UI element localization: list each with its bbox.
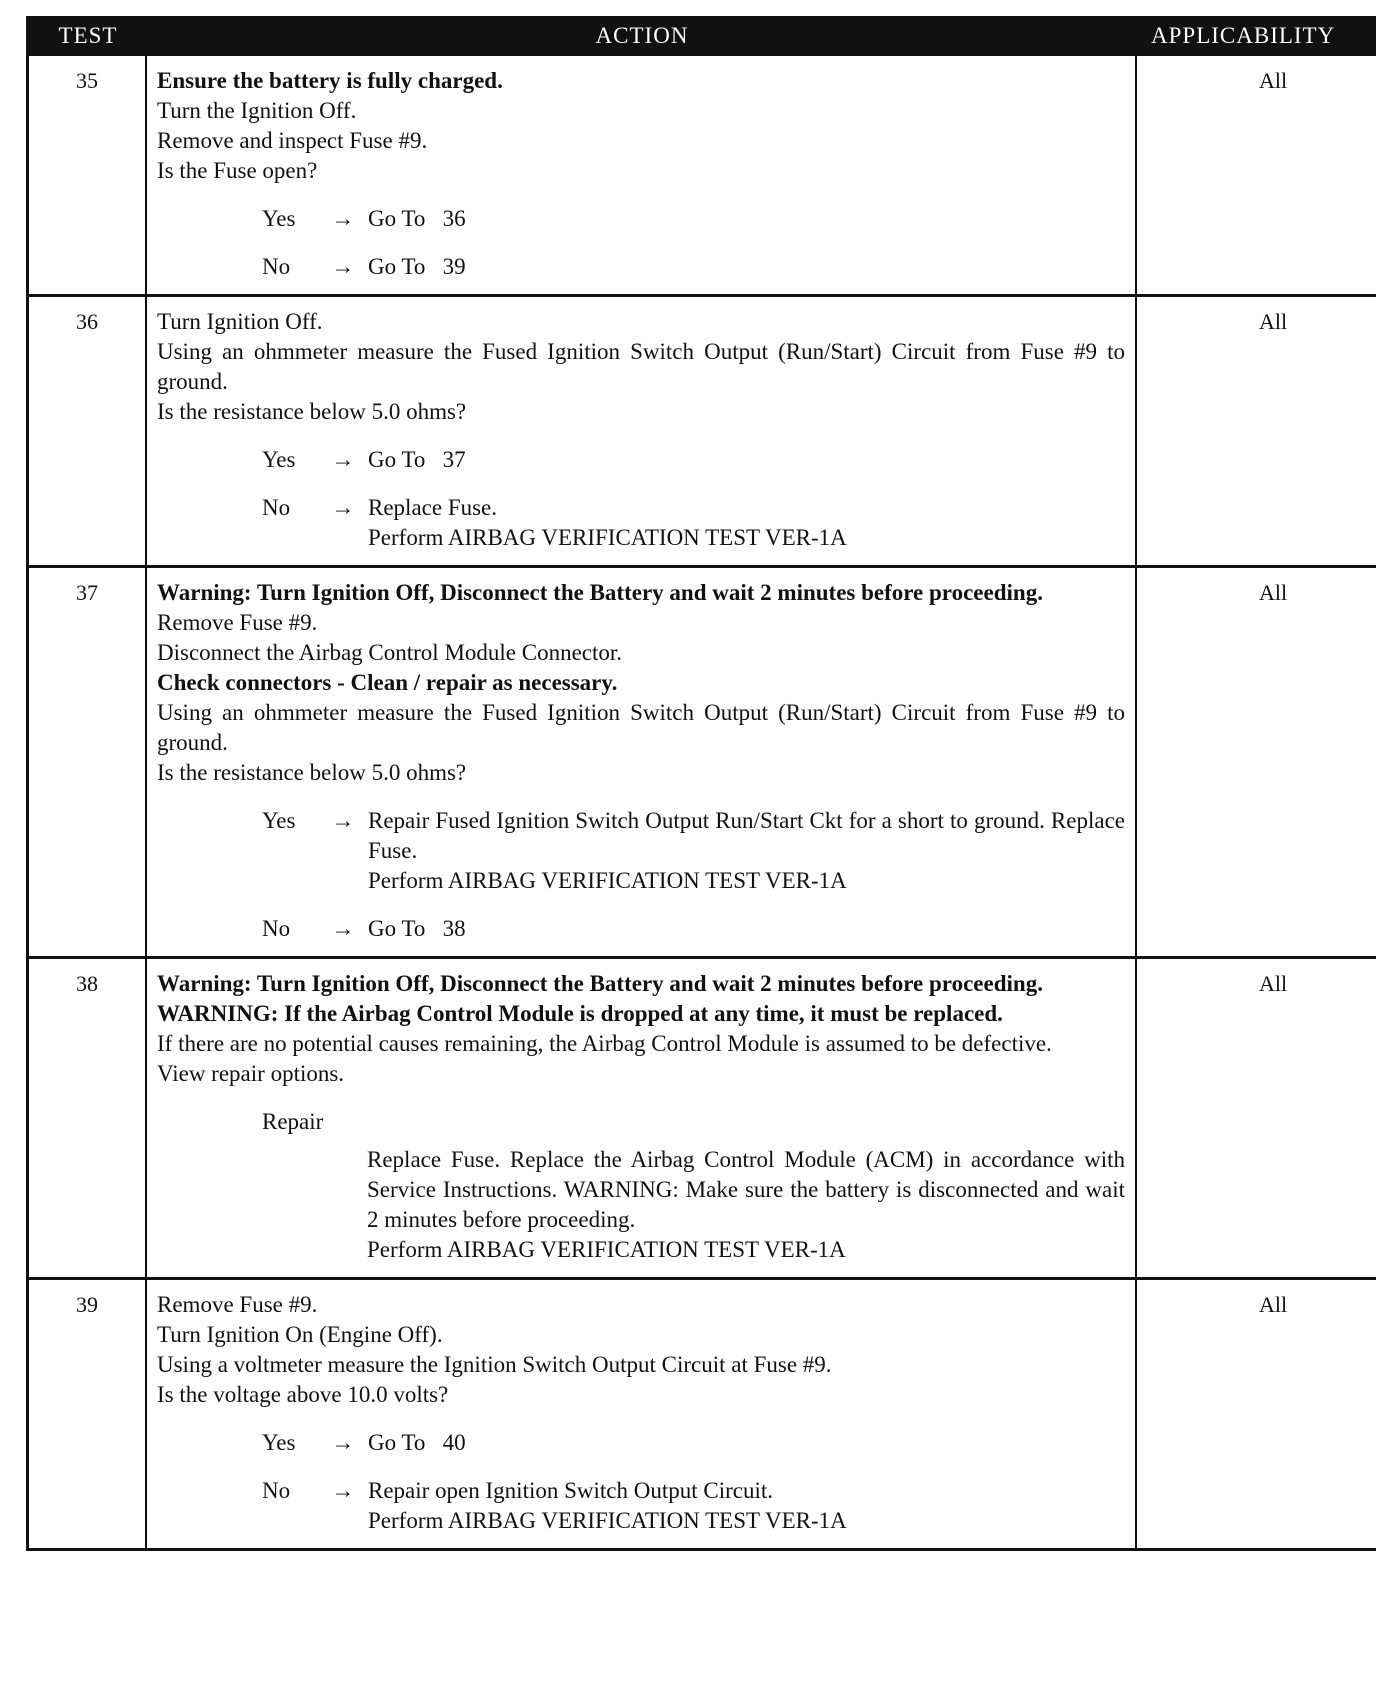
action-line: Disconnect the Airbag Control Module Connector. [157,640,623,665]
test-number: 37 [29,568,147,956]
action-line: View repair options. [157,1061,345,1086]
arrow-icon: → [331,916,355,941]
action-line: Is the resistance below 5.0 ohms? [157,760,467,785]
arrow-icon: → [331,206,355,231]
applicability-value: All [1259,580,1288,605]
option-answer: Yes [262,1430,296,1455]
repair-label: Repair [262,1109,324,1134]
result-line: Replace Fuse. [368,495,498,520]
repair-text [367,1145,1125,1265]
action-cell [147,568,1137,956]
option-no [262,252,1125,282]
action-line: Ensure the battery is fully charged. [157,68,503,93]
result-line: Perform AIRBAG VERIFICATION TEST VER-1A [368,525,847,550]
action-line: Using an ohmmeter measure the Fused Ignition Switch Output (Run/Start) Circuit from Fuse #9 to ground. [157,339,1125,394]
action-line: Check connectors - Clean / repair as necessary. [157,670,618,695]
option-answer: Yes [262,206,296,231]
action-line: Remove Fuse #9. [157,1292,318,1317]
test-number: 39 [29,1280,147,1548]
option-yes [262,204,1125,234]
action-line: Warning: Turn Ignition Off, Disconnect the Battery and wait 2 minutes before proceeding. [157,971,1043,996]
arrow-icon: → [331,447,355,472]
action-line: Turn Ignition Off. [157,309,323,334]
arrow-icon: → [331,808,355,833]
arrow-icon: → [331,254,355,279]
option-answer: No [262,1478,291,1503]
option-no [262,1476,1125,1536]
arrow-icon: → [331,1478,355,1503]
option-result [368,806,1125,896]
action-line: Using an ohmmeter measure the Fused Ignition Switch Output (Run/Start) Circuit from Fuse #9 to ground. [157,700,1125,755]
table-row [29,959,1376,1280]
table-row [29,1280,1376,1551]
option-result [368,493,1125,553]
option-answer: No [262,495,291,520]
test-number: 36 [29,297,147,565]
option-no [262,914,1125,944]
test-number: 38 [29,959,147,1277]
option-yes [262,1428,1125,1458]
result-line: Repair Fused Ignition Switch Output Run/Start Ckt for a short to ground. Replace Fuse. [368,808,1125,863]
action-line: If there are no potential causes remaining, the Airbag Control Module is assumed to be defective. [157,1031,1052,1056]
applicability-value: All [1259,68,1288,93]
option-result: Go To 39 [368,254,466,279]
option-result: Go To 36 [368,206,466,231]
table-header [29,16,1376,56]
option-answer: Yes [262,447,296,472]
arrow-icon: → [331,495,355,520]
action-line: Remove and inspect Fuse #9. [157,128,428,153]
repair-line: Replace Fuse. Replace the Airbag Control Module (ACM) in accordance with Service Instructions. WARNING: Make sure the battery is disconnected and wait 2 minutes before proceeding. [367,1147,1125,1232]
option-result: Go To 37 [368,447,466,472]
table-row [29,297,1376,568]
repair-line: Perform AIRBAG VERIFICATION TEST VER-1A [367,1237,846,1262]
header-action: ACTION [595,23,689,48]
action-line: Is the resistance below 5.0 ohms? [157,399,467,424]
action-line: Turn Ignition On (Engine Off). [157,1322,443,1347]
option-result: Go To 40 [368,1430,466,1455]
result-line: Perform AIRBAG VERIFICATION TEST VER-1A [368,1508,847,1533]
action-line: Remove Fuse #9. [157,610,318,635]
applicability-value: All [1259,971,1288,996]
result-line: Repair open Ignition Switch Output Circuit. [368,1478,774,1503]
applicability-value: All [1259,1292,1288,1317]
diagnostic-table [26,16,1376,1551]
result-line: Perform AIRBAG VERIFICATION TEST VER-1A [368,868,847,893]
action-line: Is the voltage above 10.0 volts? [157,1382,449,1407]
option-no [262,493,1125,553]
action-cell [147,56,1137,294]
action-line: WARNING: If the Airbag Control Module is dropped at any time, it must be replaced. [157,1001,1003,1026]
action-line: Using a voltmeter measure the Ignition Switch Output Circuit at Fuse #9. [157,1352,832,1377]
action-cell [147,1280,1137,1548]
option-yes [262,445,1125,475]
action-cell [147,297,1137,565]
arrow-icon: → [331,1430,355,1455]
header-test: TEST [58,23,118,48]
action-line: Is the Fuse open? [157,158,318,183]
action-line: Turn the Ignition Off. [157,98,357,123]
option-answer: Yes [262,808,296,833]
option-result: Go To 38 [368,916,466,941]
table-row [29,568,1376,959]
action-line: Warning: Turn Ignition Off, Disconnect the Battery and wait 2 minutes before proceeding. [157,580,1043,605]
option-result [368,1476,1125,1536]
applicability-value: All [1259,309,1288,334]
action-cell [147,959,1137,1277]
option-yes [262,806,1125,896]
table-row [29,56,1376,297]
test-number: 35 [29,56,147,294]
header-applicability: APPLICABILITY [1151,23,1336,48]
option-answer: No [262,916,291,941]
option-answer: No [262,254,291,279]
